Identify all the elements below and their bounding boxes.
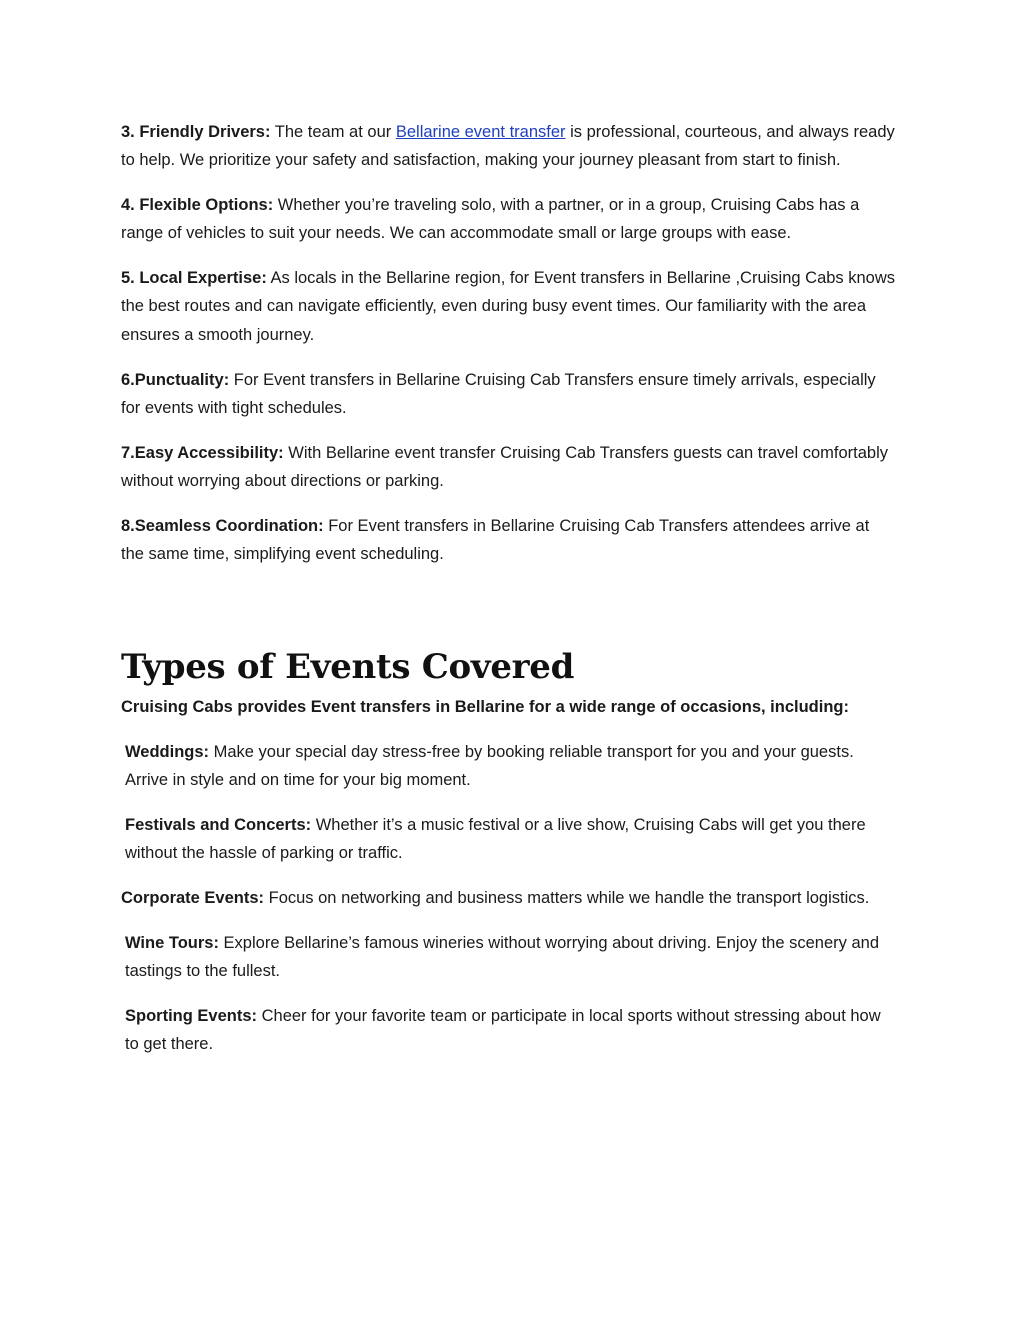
benefit-text: As locals in the Bellarine region, for Event transfers in Bellarine ,Cruising Cabs knows the best routes and can navigate efficiently, even during busy event times. Our familiarity with the area ensures a smooth journey. (121, 269, 896, 344)
benefit-label: 6.Punctuality: (121, 370, 230, 389)
event-label: Corporate Events: (121, 888, 265, 907)
benefit-seamless-coordination (121, 512, 896, 569)
event-text: Make your special day stress-free by booking reliable transport for you and your guests. Arrive in style and on time for your big moment. (125, 742, 854, 789)
event-label: Sporting Events: (125, 1006, 258, 1025)
bellarine-event-transfer-link[interactable]: Bellarine event transfer (395, 123, 566, 141)
document-page (121, 118, 896, 1075)
benefit-label: 7.Easy Accessibility: (121, 443, 284, 462)
section-intro: Cruising Cabs provides Event transfers in Bellarine for a wide range of occasions, including: (121, 697, 849, 716)
event-sporting (121, 1002, 896, 1059)
event-corporate (121, 884, 896, 912)
section-heading: Types of Events Covered (121, 646, 575, 687)
benefit-easy-accessibility (121, 439, 896, 496)
benefit-label: 3. Friendly Drivers: (121, 123, 271, 141)
benefit-text: The team at our (270, 123, 396, 141)
event-festivals-concerts (121, 811, 896, 868)
benefit-text: is professional, courteous, and always ready to help. We prioritize your safety and satisfaction, making your journey pleasant from start to finish. (121, 123, 895, 170)
benefit-label: 5. Local Expertise: (121, 269, 267, 288)
event-label: Weddings: (125, 742, 210, 761)
event-text: Focus on networking and business matters while we handle the transport logistics. (264, 888, 870, 907)
benefit-text: For Event transfers in Bellarine Cruising Cab Transfers ensure timely arrivals, especially for events with tight schedules. (121, 370, 876, 417)
benefit-friendly-drivers (121, 118, 896, 175)
benefit-label: 8.Seamless Coordination: (121, 516, 324, 535)
benefit-flexible-options (121, 191, 896, 248)
benefit-text: Whether you’re traveling solo, with a partner, or in a group, Cruising Cabs has a range of vehicles to suit your needs. We can accommodate small or large groups with ease. (121, 196, 860, 243)
benefit-text: With Bellarine event transfer Cruising Cab Transfers guests can travel comfortably without worrying about directions or parking. (121, 443, 888, 490)
benefit-label: 4. Flexible Options: (121, 196, 274, 215)
event-text: Explore Bellarine’s famous wineries without worrying about driving. Enjoy the scenery and tastings to the fullest. (125, 933, 880, 980)
event-weddings (121, 738, 896, 795)
event-wine-tours (121, 929, 896, 986)
benefit-punctuality (121, 366, 896, 423)
event-label: Festivals and Concerts: (125, 815, 312, 834)
benefit-local-expertise (121, 264, 896, 349)
event-text: Whether it’s a music festival or a live show, Cruising Cabs will get you there without the hassle of parking or traffic. (125, 815, 866, 863)
event-text: Cheer for your favorite team or participate in local sports without stressing about how to get there. (125, 1006, 881, 1054)
event-label: Wine Tours: (125, 933, 219, 952)
section-spacer (121, 585, 896, 647)
benefit-text: For Event transfers in Bellarine Cruising Cab Transfers attendees arrive at the same time, simplifying event scheduling. (121, 516, 870, 564)
